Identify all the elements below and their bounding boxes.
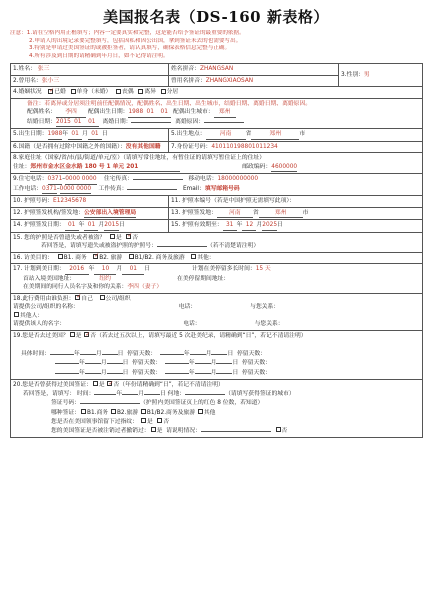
note-line: 2.申请人的出境记录要完整填写，包括因私和因公出国，拿到签证未去的也需要写出。	[29, 37, 242, 44]
day-unit: 日	[227, 351, 234, 358]
companion-value[interactable]: 李四（妻子）	[127, 284, 163, 291]
stay-address-label: 在美停留期间地址：	[177, 275, 230, 282]
other-name-label: 请提供该人的名字：	[13, 321, 66, 328]
visa-type-b1b2-checkbox[interactable]	[141, 409, 146, 414]
issuer-value[interactable]: 公安部出入境管理局	[84, 209, 136, 219]
year-unit: 年	[183, 351, 190, 358]
day-unit: 日	[277, 222, 283, 229]
issue-date-label: 14. 护照签发日期：	[13, 222, 65, 229]
expiry-year[interactable]: 31	[223, 221, 237, 231]
arrival-day[interactable]: 01	[122, 265, 144, 275]
lost-sub-label: 若回答是，请填写遗失或被盗护照的护照号：	[41, 243, 157, 250]
row-passport-dates	[11, 220, 423, 233]
row-passport-lost	[11, 232, 423, 252]
city-unit: 市	[299, 131, 306, 138]
address-value[interactable]: 郑州市金水区金水路 180 号 1 单元 201	[30, 163, 180, 173]
prior-visa-label: 20.您是否曾获得过美国签证：	[13, 381, 92, 388]
expiry-month[interactable]: 12	[242, 221, 256, 231]
visa-type-option: B2.旅游	[116, 409, 139, 416]
separated-checkbox[interactable]	[161, 89, 166, 94]
payer-option: 公司/组织	[105, 295, 131, 302]
other-tel-label: 电话：	[183, 321, 201, 328]
work-phone-number[interactable]: 0000 0000	[60, 185, 91, 195]
divorce-date-label: 离婚日期：	[102, 118, 132, 125]
row-travel-plan	[11, 264, 423, 294]
divorced-checkbox[interactable]	[138, 89, 143, 94]
day-unit: 日	[232, 369, 239, 376]
visa-number-field[interactable]	[80, 403, 140, 404]
month-unit: 月	[98, 222, 105, 229]
year-unit: 年	[188, 369, 195, 376]
visit-day-field[interactable]	[216, 373, 232, 374]
spouse-city-label: 配偶出生城市：	[173, 109, 214, 116]
address-label: 8.家庭住址（国家/省/市/县/街道/单元/室）（请填写常住地址，有暂住证的请填写暂住证上的住址）	[13, 155, 266, 162]
stay-value[interactable]: 15 天	[255, 266, 271, 273]
mobile-label: 移动电话：	[188, 176, 218, 183]
purpose-b2-checkbox[interactable]	[93, 254, 98, 259]
payer-self-checkbox[interactable]	[75, 295, 80, 300]
spouse-name-value[interactable]: 李四	[56, 108, 86, 118]
former-pinyin-label: 曾用名拼音：	[171, 77, 206, 84]
divorce-reason-field[interactable]	[204, 122, 244, 123]
yes-label: 是	[98, 381, 105, 388]
yes-label: 是	[156, 427, 163, 434]
married-checkbox[interactable]	[48, 89, 53, 94]
row-birth	[11, 129, 423, 142]
visit-day-field[interactable]	[107, 363, 123, 364]
row-marital-status	[11, 87, 423, 99]
email-value[interactable]: 填写邮箱号码	[204, 185, 240, 192]
fingerprint-label: 您是否在美国领事馆留下过指纹：	[51, 418, 138, 425]
issue-day[interactable]: 2015	[104, 221, 119, 231]
purpose-option: B1. 商务	[63, 254, 87, 261]
fingerprint-yes-checkbox[interactable]	[141, 418, 146, 423]
divorce-date-field[interactable]	[131, 122, 171, 123]
marriage-day[interactable]: 01	[85, 118, 99, 128]
year-unit: 年	[79, 369, 85, 376]
spouse-dob-year[interactable]: 1988	[128, 108, 143, 118]
issue-city[interactable]: 郑州	[259, 209, 303, 219]
spouse-note-label: 备注：	[27, 100, 45, 107]
month-unit: 月	[138, 391, 145, 398]
visa-year-field[interactable]	[94, 394, 116, 395]
visit-day-field[interactable]	[107, 373, 123, 374]
other-relation-label: 与您关系：	[254, 321, 284, 328]
note-line: 3.特别是申请过美国签证的或被拒签者，请认真填写，确保表格信息完整与正确。	[29, 45, 231, 52]
zip-label: 邮政编码：	[242, 163, 272, 170]
address-prefix: 住址：	[13, 163, 31, 170]
note-line: 4.所有涉及到日期的请精确到年月日，如不记得请注明。	[29, 52, 169, 59]
prior-visa-no-checkbox[interactable]	[107, 381, 112, 386]
month-unit: 月	[210, 360, 217, 367]
name-value[interactable]: 张三	[37, 66, 50, 73]
birth-province[interactable]: 河南	[206, 130, 246, 140]
name-label: 1.姓名：	[13, 66, 36, 73]
prior-visa-note: （年份请精确到“日”，若记不清请注明）	[119, 381, 224, 388]
birth-city[interactable]: 郑州	[251, 130, 299, 140]
issue-place-label: 13. 护照签发地：	[171, 209, 217, 216]
yes-label: 是	[115, 234, 122, 241]
visited-yes-checkbox[interactable]	[70, 332, 75, 337]
visited-no-checkbox[interactable]	[84, 332, 89, 337]
mobile-value[interactable]: 18000000000	[217, 176, 259, 183]
year-unit: 年	[79, 360, 85, 367]
visit-month-field[interactable]	[85, 363, 101, 364]
spouse-city-value[interactable]: 郑州	[214, 108, 236, 118]
visit-time-label: 具体时间：	[21, 351, 50, 358]
no-label: 否	[132, 234, 139, 241]
visa-type-label: 哪种签证：	[51, 409, 80, 416]
lost-no-checkbox[interactable]	[126, 234, 131, 239]
companion-label: 在美期间的同行人员名字及和你的关系：	[23, 284, 128, 291]
marriage-year[interactable]: 2015	[56, 118, 71, 128]
spouse-dob-day[interactable]: 01	[157, 108, 171, 118]
purpose-option: B2. 旅游	[99, 254, 123, 261]
visa-type-other-checkbox[interactable]	[198, 409, 203, 414]
revoked-note-field[interactable]	[201, 431, 271, 432]
year-unit: 年	[74, 351, 80, 358]
marital-option: 丧偶	[122, 89, 134, 96]
home-phone-label: 9.住宅电话：	[13, 176, 48, 183]
lost-sub-note: （若不清楚请注明）	[206, 243, 260, 250]
row-passport-issuer	[11, 207, 423, 220]
visit-record-row	[13, 369, 420, 378]
visit-year-field[interactable]	[50, 354, 74, 355]
payer-label: 18.此行费用由谁负担：	[13, 295, 75, 302]
day-unit: 日	[122, 360, 129, 367]
visa-type-b2-checkbox[interactable]	[111, 409, 116, 414]
marital-option: 已婚	[54, 89, 66, 96]
month-unit: 月	[116, 266, 123, 273]
month-unit: 月	[95, 351, 102, 358]
payer-other-checkbox[interactable]	[14, 312, 19, 317]
visa-number-label: 签证号码：	[51, 400, 80, 407]
year-unit: 年	[88, 266, 95, 273]
stay-label: 计划在美停留多长时间：	[191, 266, 256, 273]
first-address-label: 首站入境美国地址：	[23, 275, 76, 282]
day-unit: 日	[117, 351, 124, 358]
row-spouse-info	[11, 98, 423, 129]
marital-label: 4.婚姻状况	[13, 89, 42, 96]
zip-value[interactable]: 4600000	[271, 163, 297, 173]
single-checkbox[interactable]	[71, 89, 76, 94]
month-unit: 月	[205, 351, 212, 358]
day-unit: 日	[160, 391, 166, 398]
visa-day-field[interactable]	[144, 394, 160, 395]
visa-number-note: （护照内美国签证页上的红色 8 位数，若知道）	[140, 400, 264, 407]
work-fax-field[interactable]	[127, 189, 177, 190]
month-unit: 月	[100, 369, 107, 376]
row-nationality	[11, 141, 423, 153]
marriage-month[interactable]: 01	[71, 118, 85, 128]
payer-company-checkbox[interactable]	[100, 295, 105, 300]
row-phones: 9.住宅电话：0371–0000 0000 住宅传真： 移动电话：18000000000 工作电话：0371–0000 0000 工作传真： Email：填写邮箱号码	[11, 174, 423, 196]
payer-tel-label: 电话：	[178, 304, 197, 311]
visit-year-field[interactable]	[55, 373, 79, 374]
form-table	[10, 63, 423, 438]
lost-passport-field[interactable]	[157, 246, 207, 247]
work-phone-label: 工作电话：	[13, 185, 42, 192]
row-previous-visits	[11, 330, 423, 379]
lost-yes-checkbox[interactable]	[110, 234, 115, 239]
birth-month[interactable]: 01	[68, 130, 82, 140]
day-unit: 日	[122, 369, 129, 376]
visit-stay-label: 停留天数：	[132, 369, 162, 376]
province-unit: 省	[245, 131, 252, 138]
other-person-label: 其他人：	[20, 312, 44, 319]
visit-stay-label: 停留天数：	[241, 369, 271, 376]
purpose-other-checkbox[interactable]	[191, 254, 196, 259]
visa-place-field[interactable]	[185, 394, 225, 395]
visa-type-option: B1.商务	[87, 409, 109, 416]
arrival-date-label: 17. 计划到美日期：	[13, 266, 65, 273]
visit-year-field[interactable]	[160, 354, 184, 355]
fingerprint-no-checkbox[interactable]	[157, 418, 162, 423]
birth-day[interactable]: 01	[88, 130, 102, 140]
issue-month[interactable]: 01	[84, 221, 98, 231]
row-name	[11, 64, 423, 76]
passport-number-value[interactable]: E12345678	[53, 198, 87, 205]
visa-type-option: B1/B2.商务及旅游	[146, 409, 196, 416]
widowed-checkbox[interactable]	[116, 89, 121, 94]
visit-year-field[interactable]	[55, 363, 79, 364]
sex-label: 3.性别：	[341, 72, 364, 79]
marital-option: 分居	[166, 89, 179, 96]
row-previous-visa	[11, 379, 423, 437]
day-unit: 日	[101, 131, 108, 138]
payer-relation-label: 与您关系：	[250, 304, 280, 311]
prior-visa-yes-checkbox[interactable]	[93, 381, 98, 386]
row-purpose	[11, 252, 423, 264]
no-label: 否	[113, 381, 120, 388]
month-unit: 月	[100, 360, 107, 367]
id-value[interactable]: 410110198801011234	[211, 143, 278, 150]
sex-value[interactable]: 男	[363, 72, 370, 79]
payer-option: 自己	[81, 295, 94, 302]
no-label: 否	[281, 427, 288, 434]
work-fax-label: 工作传真：	[98, 185, 128, 192]
year-unit: 年	[78, 222, 85, 229]
revoked-no-checkbox[interactable]	[276, 427, 281, 432]
marriage-date-label: 结婚日期：	[27, 118, 56, 125]
former-name-label: 2.曾用名：	[13, 77, 42, 84]
email-label: Email：	[182, 185, 205, 192]
form-title: 美国报名表（DS-160 新表格）	[103, 8, 329, 26]
former-pinyin-value[interactable]: ZHANGXIAOSAN	[205, 77, 254, 84]
notes-block	[10, 30, 422, 60]
year-unit: 年	[62, 131, 69, 138]
visit-stay-label: 停留天数：	[132, 360, 162, 367]
visit-year-field[interactable]	[165, 373, 189, 374]
visa-place-label: 何地：	[165, 391, 186, 398]
issuer-label: 12. 护照签发机构/签发地：	[13, 209, 84, 216]
row-payer	[11, 293, 423, 330]
visit-year-field[interactable]	[165, 363, 189, 364]
purpose-label: 16. 访美目的：	[13, 254, 54, 261]
visited-label: 19.您是否去过美国？	[13, 332, 69, 339]
first-address-value[interactable]: 纽约	[99, 275, 111, 282]
visit-stay-label: 停留天数：	[241, 360, 271, 367]
nationality-label: 6.国籍（是否拥有过除中国籍之外的国籍）：	[13, 143, 126, 150]
nationality-value[interactable]: 没有其他国籍	[125, 143, 161, 150]
visa-type-option: 其他	[203, 409, 216, 416]
issue-year[interactable]: 01	[65, 221, 79, 231]
no-label: 否	[163, 418, 170, 425]
arrival-month[interactable]: 10	[94, 265, 116, 275]
visit-day-field[interactable]	[102, 354, 118, 355]
spouse-name-label: 配偶姓名：	[27, 109, 56, 116]
revoked-label: 您的美国签证是否被注销过者撤销过：	[51, 427, 150, 434]
id-label: 7.身份证号码：	[171, 143, 212, 150]
year-unit: 年	[188, 360, 195, 367]
spouse-dob-label: 配偶出生日期：	[87, 109, 129, 116]
birth-date-label: 5.出生日期：	[13, 131, 48, 138]
month-unit: 月	[256, 222, 263, 229]
row-passport	[11, 196, 423, 208]
visit-record-row	[13, 350, 420, 359]
month-unit: 月	[210, 369, 217, 376]
home-phone-number[interactable]: 0000 0000	[65, 175, 96, 185]
expiry-day[interactable]: 2025	[262, 221, 277, 231]
visit-month-field[interactable]	[85, 373, 101, 374]
passport-number-label: 10. 护照号码：	[13, 198, 54, 205]
day-unit: 日	[232, 360, 239, 367]
day-unit: 日	[119, 222, 125, 229]
spouse-note: 若离异或分居须注明前任配偶情况，配偶姓名、出生日期、出生城市，结婚日期、离婚日期、离婚原因。	[44, 100, 312, 107]
yes-label: 是	[75, 332, 82, 339]
purpose-b1b2-checkbox[interactable]	[129, 254, 134, 259]
visa-time-label: 若回答是，请填写： 时间：	[23, 391, 95, 398]
visit-stay-label: 停留天数：	[236, 351, 266, 358]
issue-province[interactable]: 河南	[217, 209, 253, 219]
visit-month-field[interactable]	[195, 373, 211, 374]
note-line: 1.请在空格内用正楷填写；内容一定要真实和完整，这是能否给予签证的最重要的依据。	[26, 30, 245, 36]
year-unit: 年	[116, 391, 123, 398]
home-area-code[interactable]: 0371	[48, 175, 63, 185]
visit-month-field[interactable]	[190, 354, 206, 355]
visit-day-field[interactable]	[216, 363, 232, 364]
purpose-b1-checkbox[interactable]	[58, 254, 63, 259]
visa-type-b1-checkbox[interactable]	[81, 409, 86, 414]
marital-option: 单身（未婚）	[76, 89, 112, 96]
former-name-value[interactable]: 张小三	[41, 77, 60, 84]
row-address	[11, 153, 423, 174]
purpose-option: 其他：	[197, 254, 215, 261]
visit-month-field[interactable]	[195, 363, 211, 364]
pinyin-label: 姓名拼音：	[171, 66, 200, 73]
purpose-option: B1/B2. 商务及旅游	[134, 254, 185, 261]
province-unit: 省	[252, 209, 259, 216]
no-label: 否	[90, 332, 97, 339]
work-area-code[interactable]: 0371	[42, 185, 57, 195]
visit-day-field[interactable]	[211, 354, 227, 355]
marital-option: 离异	[144, 89, 156, 96]
passport-book-label: 11. 护照本编号（若是中国护照无需填写此项）：	[171, 198, 296, 205]
visit-month-field[interactable]	[80, 354, 96, 355]
org-name-label: 请提供公司/组织的名称：	[13, 304, 79, 311]
pinyin-value[interactable]: ZHANGSAN	[200, 66, 234, 73]
visa-place-note: （请填写获得签证的城市）	[225, 391, 295, 398]
divorce-reason-label: 离婚原因：	[175, 118, 205, 125]
spouse-dob-month[interactable]: 01	[143, 108, 157, 118]
month-unit: 月	[82, 131, 88, 138]
visit-record-row	[13, 359, 420, 368]
day-unit: 日	[144, 266, 151, 273]
notes-label: 注意：	[10, 30, 27, 36]
revoked-yes-checkbox[interactable]	[151, 427, 156, 432]
city-unit: 市	[302, 209, 309, 216]
visa-month-field[interactable]	[122, 394, 138, 395]
lost-label: 15. 您的护照是否曾遗失或者被盗？	[13, 234, 106, 241]
home-fax-label: 住宅传真：	[103, 176, 133, 183]
arrival-year[interactable]: 2016	[65, 265, 89, 275]
revoked-note-label: 请说明情况：	[166, 427, 201, 434]
visit-stay-label: 停留天数：	[127, 351, 157, 358]
expiry-label: 15. 护照有效期至：	[171, 222, 223, 229]
yes-label: 是	[146, 418, 153, 425]
visited-note: （若去过五次以上，请填写最近 5 次赴美纪录，请精确到“日”，若记不清请注明）	[96, 332, 307, 339]
birth-year[interactable]: 1988	[48, 130, 63, 140]
year-unit: 年	[236, 222, 243, 229]
home-fax-field[interactable]	[133, 179, 183, 180]
birth-place-label: 5.出生地点：	[171, 131, 206, 138]
